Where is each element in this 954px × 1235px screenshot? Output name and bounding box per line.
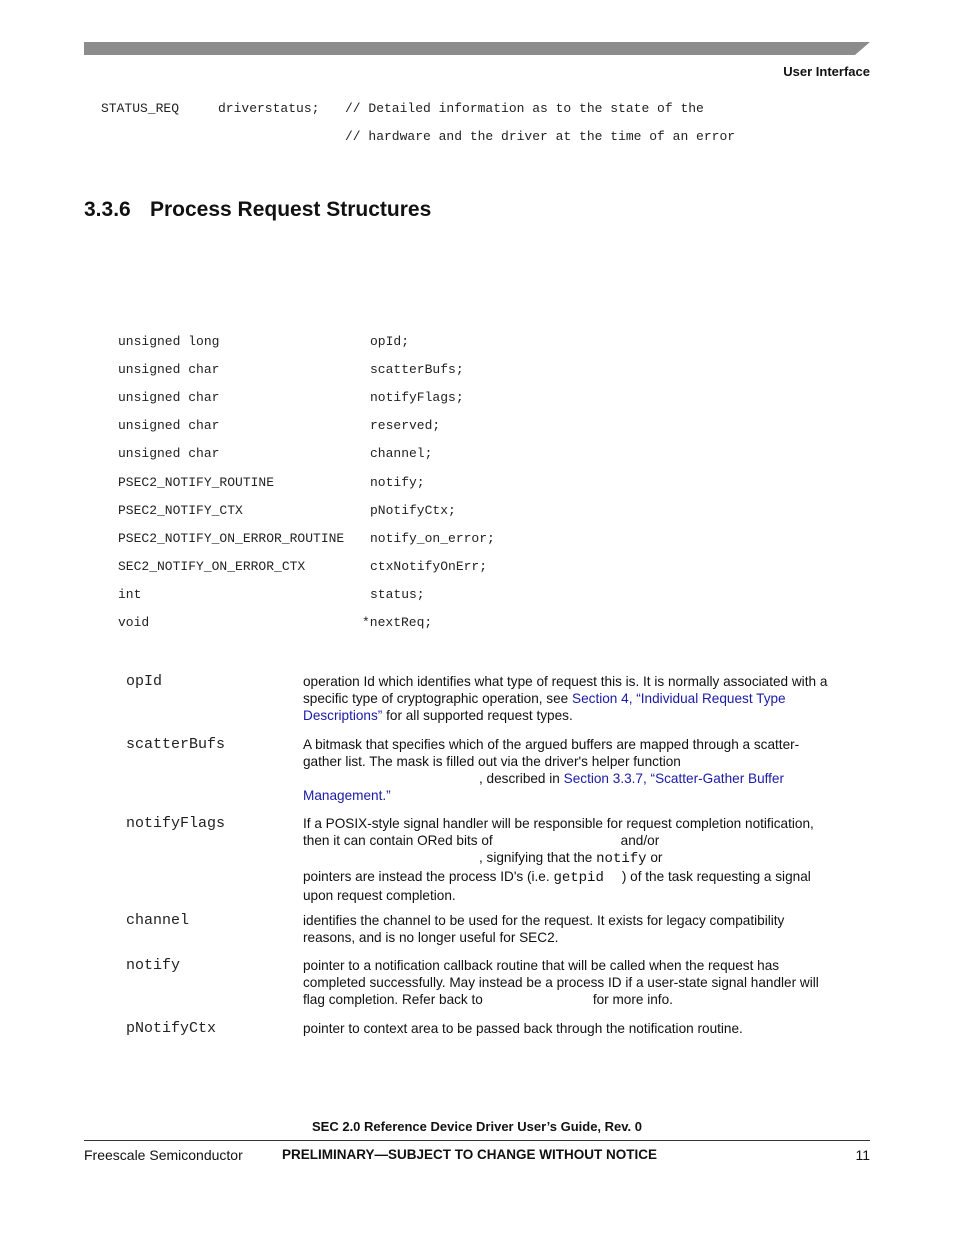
header-bar <box>84 42 870 55</box>
struct-field-type: unsigned char <box>118 362 220 377</box>
field-desc-pnotifyctx <box>303 1020 828 1037</box>
struct-field-name: channel; <box>370 446 433 461</box>
field-desc-channel <box>303 912 828 946</box>
footer-divider <box>84 1140 870 1141</box>
section-number: 3.3.6 <box>84 198 131 221</box>
field-desc-notifyflags <box>303 815 828 904</box>
desc-text: or <box>650 850 663 865</box>
running-header-section: User Interface <box>783 64 870 79</box>
struct-field-type: unsigned char <box>118 446 220 461</box>
desc-text: and/or <box>620 833 660 848</box>
field-name-pnotifyctx: pNotifyCtx <box>126 1020 217 1037</box>
desc-text: If a POSIX-style signal handler will be responsible for request completion notification, then it can contain ORed bits of <box>303 816 814 848</box>
struct-field-name: notifyFlags; <box>370 390 464 405</box>
page-number: 11 <box>855 1147 870 1163</box>
struct-field-name: *nextReq; <box>362 615 433 630</box>
field-name-opid: opId <box>126 673 163 690</box>
struct-field-name: pNotifyCtx; <box>370 503 456 518</box>
field-name-scatterbufs: scatterBufs <box>126 736 226 753</box>
desc-code: getpid <box>553 870 604 886</box>
code-name: driverstatus; <box>218 101 320 116</box>
field-name-notify: notify <box>126 957 181 974</box>
desc-code: notify <box>596 851 647 867</box>
footer-notice: PRELIMINARY—SUBJECT TO CHANGE WITHOUT NOTICE <box>282 1147 658 1162</box>
field-desc-opid <box>303 673 828 724</box>
field-desc-notify <box>303 957 828 1008</box>
struct-field-name: reserved; <box>370 418 441 433</box>
struct-field-name: ctxNotifyOnErr; <box>370 559 488 574</box>
struct-field-type: unsigned long <box>118 334 220 349</box>
desc-text: for all supported request types. <box>382 708 573 723</box>
code-type: STATUS_REQ <box>101 101 180 116</box>
struct-field-name: opId; <box>370 334 410 349</box>
section-title: Process Request Structures <box>150 198 432 221</box>
struct-field-type: PSEC2_NOTIFY_ROUTINE <box>118 475 275 490</box>
desc-text: pointer to a notification callback routine that will be called when the request has completed successfully. May instead be a process ID if a user-state signal handler will flag completion. Refer back to <box>303 958 819 1007</box>
struct-field-name: notify; <box>370 475 425 490</box>
struct-field-type: int <box>118 587 142 602</box>
struct-field-name: status; <box>370 587 425 602</box>
desc-text: for more info. <box>592 992 673 1007</box>
struct-field-type: SEC2_NOTIFY_ON_ERROR_CTX <box>118 559 306 574</box>
field-name-notifyflags: notifyFlags <box>126 815 226 832</box>
footer-company: Freescale Semiconductor <box>84 1147 243 1163</box>
struct-field-name: scatterBufs; <box>370 362 464 377</box>
code-comment: // hardware and the driver at the time of an error <box>345 129 736 144</box>
section-4-link[interactable]: Section 4, “Individual Request Type Descriptions” <box>303 691 786 723</box>
desc-text: , signifying that the <box>479 850 593 865</box>
section-heading <box>84 198 431 222</box>
desc-text: pointers are instead the process ID's (i.e. <box>303 869 550 884</box>
desc-text: ) of the task requesting a signal upon request completion. <box>303 869 811 903</box>
struct-field-name: notify_on_error; <box>370 531 495 546</box>
struct-field-type: void <box>118 615 150 630</box>
section-3-3-7-link[interactable]: Section 3.3.7, “Scatter-Gather Buffer Management.” <box>303 771 785 803</box>
desc-text: A bitmask that specifies which of the argued buffers are mapped through a scatter-gather list. The mask is filled out via the driver's helper function <box>303 737 800 769</box>
desc-text: operation Id which identifies what type of request this is. It is normally associated with a specific type of cryptographic operation, see <box>303 674 828 706</box>
struct-field-type: PSEC2_NOTIFY_CTX <box>118 503 243 518</box>
field-desc-scatterbufs <box>303 736 828 804</box>
desc-text: , described in <box>479 771 564 786</box>
struct-field-type: unsigned char <box>118 418 220 433</box>
struct-field-type: unsigned char <box>118 390 220 405</box>
code-comment: // Detailed information as to the state of the <box>345 101 704 116</box>
desc-text: pointer to context area to be passed back through the notification routine. <box>303 1021 743 1036</box>
field-name-channel: channel <box>126 912 190 929</box>
desc-text: identifies the channel to be used for the request. It exists for legacy compatibility reasons, and is no longer useful for SEC2. <box>303 913 785 945</box>
footer-document-title: SEC 2.0 Reference Device Driver User’s Guide, Rev. 0 <box>312 1119 642 1134</box>
struct-field-type: PSEC2_NOTIFY_ON_ERROR_ROUTINE <box>118 531 345 546</box>
